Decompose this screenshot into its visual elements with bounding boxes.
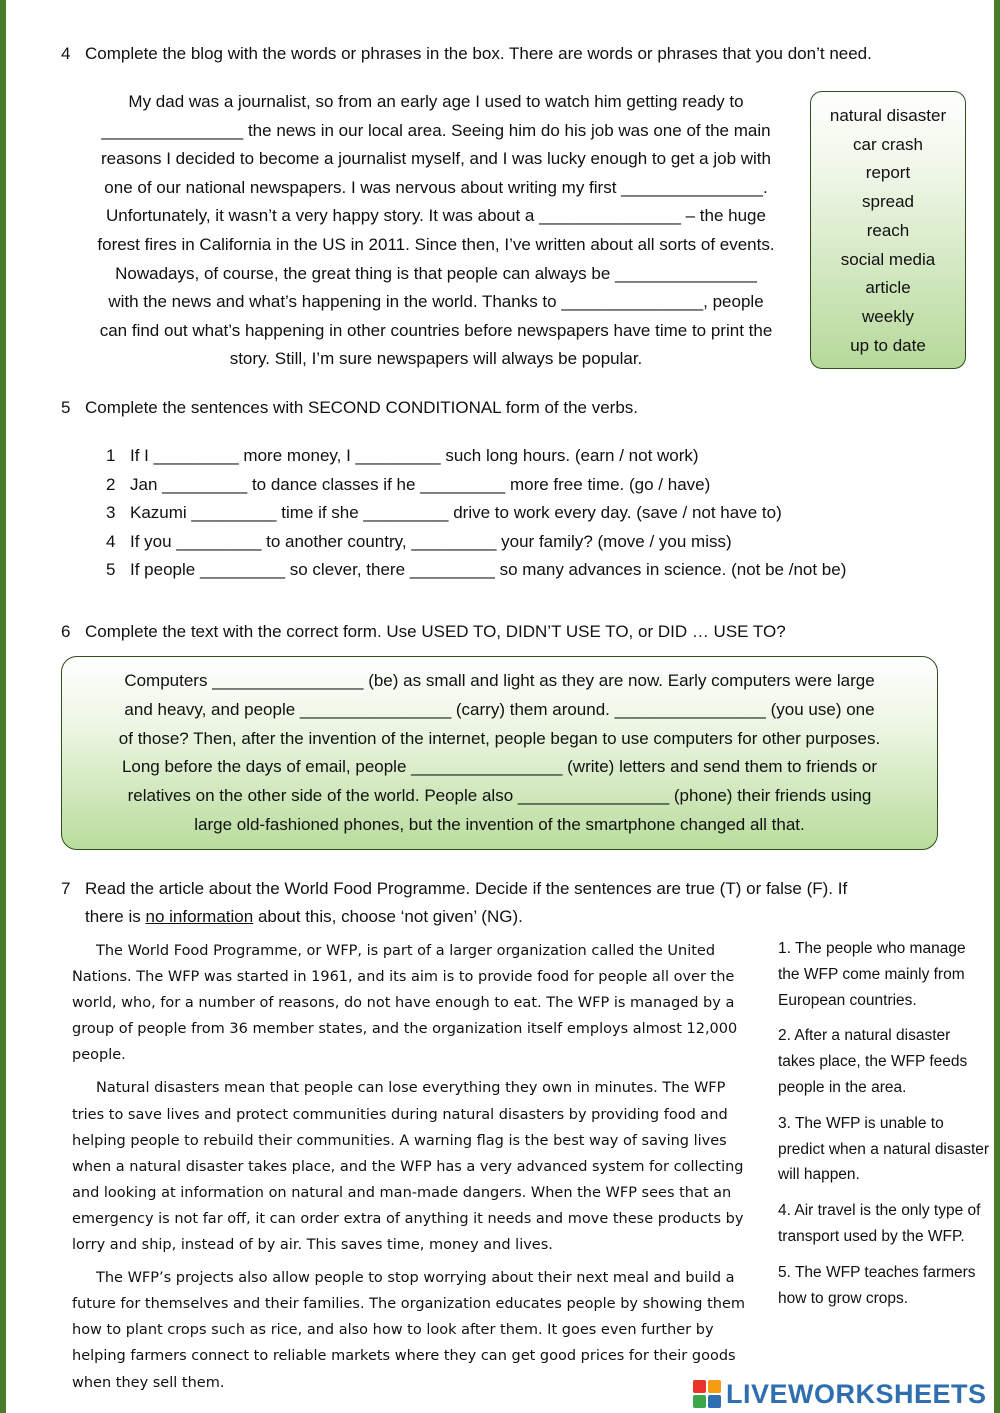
statement: 2. After a natural disaster takes place, the WFP feeds people in the area.: [778, 1027, 968, 1096]
liveworksheets-logo[interactable]: [692, 1376, 992, 1412]
q4-blog-text: [62, 88, 810, 374]
q4-instruction: Complete the blog with the words or phrases in the box. There are words or phrases that you don’t need.: [85, 44, 872, 63]
q7-heading: 7 Read the article about the World Food Programme. Decide if the sentences are true (T) or false (F). If there is no information about this, choose ‘not given’ (NG).: [61, 875, 961, 931]
worksheet-page: [6, 0, 994, 1413]
blog-line: forest fires in California in the US in 2011. Since then, I’ve written about all sorts of events.: [97, 234, 775, 254]
word-box-item: weekly: [862, 306, 914, 326]
q6-instruction: Complete the text with the correct form. Use USED TO, DIDN’T USE TO, or DID … USE TO?: [85, 622, 786, 641]
q6-line: and heavy, and people ________________ (carry) them around. ________________ (you use) one: [124, 699, 875, 719]
article-paragraph: Natural disasters mean that people can lose everything they own in minutes. The WFP tries to save lives and protect communities during natural disasters by providing food and helping people to rebuild their communities. A warning flag is the best way of saving lives when a natural disaster takes place, and the WFP has a very advanced system for collecting and looking at information on natural and man-made dangers. When the WFP sees that an emergency is not far off, it can order extra of anything it needs and move these products by lorry and ship, instead of by air. This saves time, money and lives.: [72, 1080, 744, 1254]
word-box-item: article: [865, 278, 911, 298]
article-paragraph: The World Food Programme, or WFP, is part of a larger organization called the United Nations. The WFP was started in 1961, and its aim is to provide food for people all over the world, who, for a number of reasons, do not have enough to eat. The WFP is managed by a group of people from 36 member states, and the organization itself employs almost 12,000 people.: [72, 943, 738, 1064]
q5-item: 2 Jan _________ to dance classes if he _________ more free time. (go / have): [106, 474, 711, 494]
word-box-item: up to date: [850, 335, 926, 355]
q6-line: Long before the days of email, people ________________ (write) letters and send them to friends or: [121, 757, 878, 777]
blog-line: Unfortunately, it wasn’t a very happy story. It was about a _______________ – the huge: [106, 206, 766, 226]
statement: 3. The WFP is unable to predict when a natural disaster will happen.: [778, 1114, 990, 1184]
q5-instruction: Complete the sentences with SECOND CONDITIONAL form of the verbs.: [85, 398, 639, 417]
statement: 4. Air travel is the only type of transport used by the WFP.: [778, 1202, 981, 1245]
logo-icon: [692, 1379, 722, 1409]
q5-item: 1 If I _________ more money, I _________ such long hours. (earn / not work): [106, 446, 699, 465]
statement: 5. The WFP teaches farmers how to grow crops.: [778, 1263, 976, 1307]
blog-line: My dad was a journalist, so from an early age I used to watch him getting ready to: [128, 92, 744, 111]
q4-number: 4: [61, 44, 71, 63]
q7-article: [72, 938, 752, 1403]
article-paragraph: The WFP’s projects also allow people to stop worrying about their next meal and build a future for themselves and their families. The organization educates people by showing them how to plant crops such as rice, and also how to look after them. It goes even further by helping farmers connect to reliable markets where they can get good prices for their goods when they sell them.: [72, 1270, 746, 1391]
q5-item: 3 Kazumi _________ time if she _________ drive to work every day. (save / not have to): [106, 503, 782, 523]
q5-item: 4 If you _________ to another country, _________ your family? (move / you miss): [106, 531, 732, 551]
blog-line: with the news and what’s happening in the world. Thanks to _______________, people: [108, 292, 764, 312]
word-box-item: spread: [862, 192, 914, 212]
q7-statements: [778, 936, 990, 1321]
q6-line: of those? Then, after the invention of the internet, people began to use computers for other purposes.: [118, 728, 881, 748]
q5-heading: [61, 398, 638, 418]
q7-number: 7: [61, 879, 71, 898]
q6-line: relatives on the other side of the world. People also ________________ (phone) their friends using: [127, 786, 872, 806]
blog-line: Nowadays, of course, the great thing is that people can always be _______________: [115, 263, 757, 283]
word-box-item: report: [865, 163, 911, 183]
q5-item: 5 If people _________ so clever, there _________ so many advances in science. (not be /not be): [106, 560, 847, 580]
logo-text: LIVEWORKSHEETS: [726, 1379, 987, 1409]
blog-line: one of our national newspapers. I was nervous about writing my first _______________.: [104, 177, 768, 197]
q5-sentences: [106, 442, 946, 585]
q4-heading: [61, 44, 872, 64]
blog-line: can find out what’s happening in other countries before newspapers have time to print the: [99, 320, 773, 340]
q6-line: Computers ________________ (be) as small and light as they are now. Early computers were large: [124, 671, 875, 690]
q5-number: 5: [61, 398, 71, 417]
statement: 1. The people who manage the WFP come mainly from European countries.: [778, 940, 966, 1009]
q6-heading: [61, 622, 786, 642]
blog-line: reasons I decided to become a journalist myself, and I was lucky enough to get a job with: [101, 149, 771, 169]
blog-line: story. Still, I’m sure newspapers will always be popular.: [229, 349, 643, 369]
q6-number: 6: [61, 622, 71, 641]
blog-line: _______________ the news in our local area. Seeing him do his job was one of the main: [101, 120, 771, 140]
q6-text-box: [61, 656, 938, 850]
word-box-item: reach: [866, 220, 910, 240]
word-box-item: car crash: [853, 134, 923, 154]
q6-line: large old-fashioned phones, but the invention of the smartphone changed all that.: [194, 814, 805, 834]
word-box-item: social media: [840, 249, 936, 269]
word-box-item: natural disaster: [829, 106, 947, 125]
q4-word-box: [810, 91, 966, 369]
